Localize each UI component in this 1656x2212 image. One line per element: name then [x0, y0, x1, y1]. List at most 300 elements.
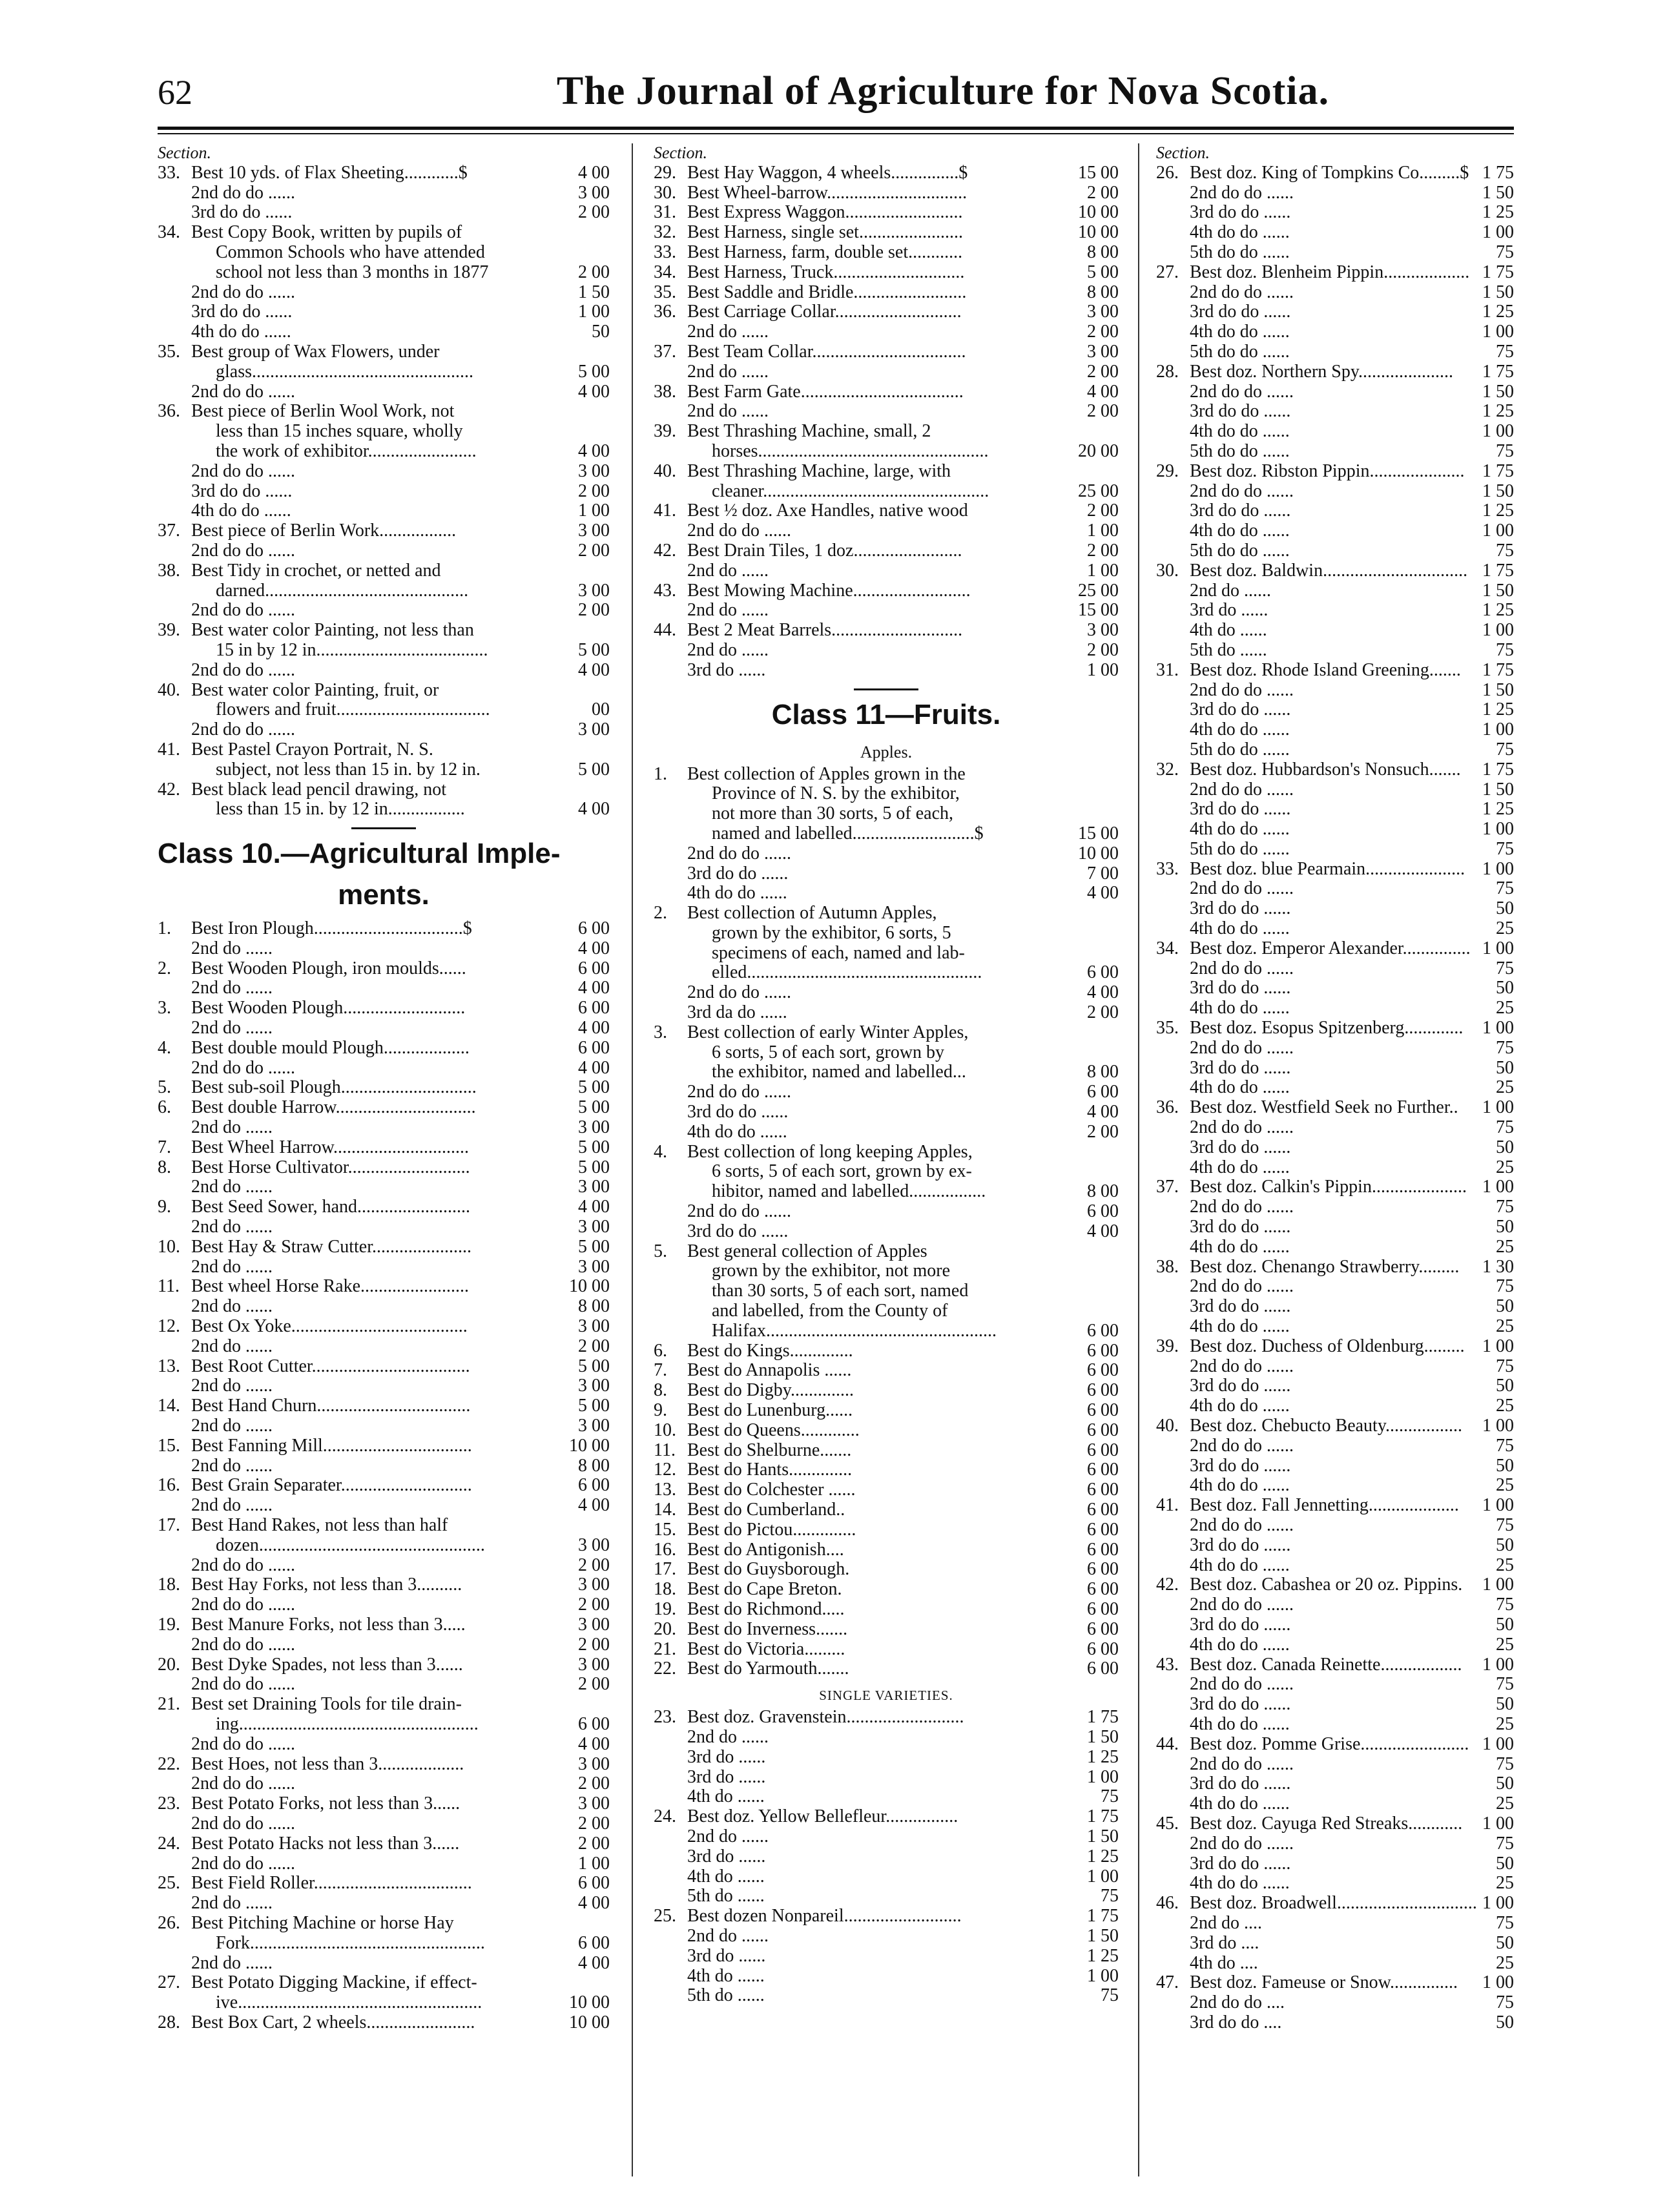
- prize-amount: 1 25: [1482, 302, 1514, 322]
- prize-line: [1156, 1516, 1514, 1536]
- prize-amount: 2 00: [578, 1674, 610, 1695]
- prize-line: [654, 1381, 1119, 1401]
- prize-line: [654, 1102, 1119, 1122]
- prize-amount: 50: [1496, 1376, 1514, 1396]
- prize-description: Common Schools who have attended: [216, 242, 485, 262]
- prize-line: [654, 1202, 1119, 1222]
- prize-description: 3rd do do ......: [1190, 1853, 1291, 1874]
- prize-description: 2nd do do ......: [1190, 381, 1294, 402]
- prize-amount: 2 00: [1087, 1121, 1119, 1142]
- prize-amount: 1 50: [1087, 1826, 1119, 1846]
- prize-line: [1156, 601, 1514, 621]
- prize-amount: 6 00: [1087, 1519, 1119, 1540]
- section-number: 37.: [654, 341, 676, 362]
- prize-line: [1156, 302, 1514, 322]
- prize-line-continued: [158, 581, 610, 601]
- prize-line: [158, 1277, 610, 1297]
- prize-line: [654, 1807, 1119, 1827]
- section-heading-text: Section.: [1156, 143, 1210, 162]
- prize-amount: 6 00: [1087, 1340, 1119, 1361]
- section-number: 15.: [158, 1435, 180, 1456]
- prize-line: [654, 402, 1119, 422]
- prize-description: Best Thrashing Machine, small, 2: [687, 421, 931, 442]
- prize-amount: 6 00: [1087, 1480, 1119, 1500]
- prize-description: Best Pastel Crayon Portrait, N. S.: [191, 739, 433, 760]
- prize-description: 2nd do do ......: [1190, 958, 1294, 978]
- prize-description: 2nd do do ......: [1190, 1276, 1294, 1297]
- prize-amount: 4 00: [578, 1495, 610, 1516]
- prize-line: [654, 342, 1119, 362]
- prize-description: 2nd do do ......: [191, 282, 295, 302]
- prize-amount: 3 00: [578, 460, 610, 481]
- prize-amount: 1 00: [1087, 1965, 1119, 1986]
- prize-description: 2nd do do ......: [1190, 779, 1294, 800]
- prize-amount: 4 00: [578, 162, 610, 183]
- prize-description: 2nd do do ......: [191, 1555, 295, 1575]
- prize-line: [1156, 1854, 1514, 1874]
- prize-description: 4th do do ......: [1190, 719, 1290, 740]
- prize-line: [654, 541, 1119, 561]
- prize-amount: 3 00: [578, 1256, 610, 1277]
- prize-line: [1156, 1814, 1514, 1834]
- prize-line: [158, 163, 610, 183]
- prize-line: [654, 1886, 1119, 1907]
- prize-description: 2nd do do ......: [191, 1674, 295, 1695]
- prize-line: [654, 1480, 1119, 1500]
- prize-amount: 1 25: [1482, 600, 1514, 621]
- section-number: 10.: [654, 1420, 676, 1440]
- prize-line: [1156, 1635, 1514, 1655]
- prize-line: [1156, 1059, 1514, 1079]
- prize-description: 4th do do ......: [1190, 1713, 1290, 1734]
- prize-line-continued: [158, 1993, 610, 2013]
- prize-amount: 1 00: [1087, 1766, 1119, 1787]
- prize-amount: 6 00: [1087, 1618, 1119, 1639]
- prize-description: 6 sorts, 5 of each sort, grown by ex-: [712, 1161, 972, 1182]
- prize-amount: 1 00: [1482, 1733, 1514, 1754]
- prize-line-continued: [158, 1715, 610, 1735]
- prize-amount: 50: [1496, 1217, 1514, 1237]
- prize-line: [654, 183, 1119, 203]
- prize-line: [1156, 1834, 1514, 1854]
- prize-line: [158, 1735, 610, 1755]
- prize-line: [1156, 1337, 1514, 1357]
- prize-description: 3rd do do ......: [1190, 1614, 1291, 1635]
- prize-line: [158, 1456, 610, 1476]
- prize-line: [654, 1500, 1119, 1520]
- prize-amount: 50: [1496, 1455, 1514, 1476]
- prize-description: Best doz. Pomme Grise........................: [1190, 1733, 1469, 1754]
- prize-description: 3rd do do ......: [1190, 1376, 1291, 1396]
- prize-line: [1156, 1556, 1514, 1576]
- prize-description: Best 10 yds. of Flax Sheeting............$: [191, 162, 468, 183]
- prize-line: [1156, 243, 1514, 263]
- prize-description: Best do Shelburne.......: [687, 1440, 852, 1460]
- prize-line-continued: [654, 1281, 1119, 1301]
- prize-description: 4th do do ......: [1190, 1475, 1290, 1496]
- prize-description: 3rd do do ....: [1190, 2012, 1282, 2032]
- prize-amount: 75: [1496, 440, 1514, 461]
- prize-description: Best Seed Sower, hand.........................: [191, 1197, 471, 1217]
- section-number: 41.: [1156, 1495, 1179, 1516]
- prize-line: [158, 978, 610, 998]
- prize-amount: 1 00: [1482, 1654, 1514, 1675]
- prize-description: subject, not less than 15 in. by 12 in.: [216, 759, 481, 780]
- prize-description: Best collection of Autumn Apples,: [687, 903, 937, 924]
- prize-amount: 1 00: [1482, 620, 1514, 641]
- section-number: 43.: [1156, 1654, 1179, 1675]
- prize-line: [1156, 1914, 1514, 1934]
- prize-description: Best do Guysborough.: [687, 1559, 850, 1580]
- prize-description: named and labelled...........................$: [712, 823, 984, 843]
- prize-description: 2nd do ......: [191, 1256, 273, 1277]
- section-number: 29.: [1156, 460, 1179, 481]
- prize-amount: 2 00: [578, 481, 610, 501]
- section-number: 19.: [158, 1614, 180, 1635]
- prize-amount: 1 50: [1087, 1925, 1119, 1946]
- prize-description: Best Hoes, not less than 3...................: [191, 1753, 464, 1774]
- section-number: 16.: [158, 1475, 180, 1496]
- prize-line-continued: [654, 1043, 1119, 1063]
- prize-description: 3rd do do ......: [191, 481, 293, 501]
- prize-line: [654, 462, 1119, 482]
- section-number: 35.: [158, 341, 180, 362]
- prize-description: 3rd do ......: [687, 659, 766, 680]
- prize-amount: 25: [1496, 1793, 1514, 1814]
- section-heading: [158, 143, 610, 163]
- prize-amount: 75: [1496, 1435, 1514, 1456]
- prize-description: cleaner..................................................: [712, 481, 989, 501]
- prize-amount: 50: [1496, 1694, 1514, 1715]
- section-number: 20.: [654, 1618, 676, 1639]
- prize-line: [1156, 978, 1514, 998]
- prize-description: 4th do do ......: [1190, 819, 1290, 840]
- prize-description: 3rd do do ......: [1190, 1773, 1291, 1794]
- section-number: 42.: [654, 540, 676, 561]
- prize-description: 3rd do do ......: [1190, 202, 1291, 223]
- prize-description: 3rd do do ......: [1190, 978, 1291, 998]
- prize-line: [1156, 521, 1514, 541]
- section-number: 4.: [158, 1037, 171, 1058]
- prize-line: [158, 1615, 610, 1635]
- prize-description: Best doz. Westfield Seek no Further..: [1190, 1097, 1458, 1118]
- prize-line-continued: [654, 1162, 1119, 1182]
- prize-line-continued: [654, 1182, 1119, 1202]
- prize-line: [158, 681, 610, 701]
- prize-amount: 25: [1496, 1952, 1514, 1973]
- section-number: 10.: [158, 1236, 180, 1257]
- prize-line: [1156, 1655, 1514, 1675]
- prize-amount: 75: [1496, 878, 1514, 899]
- prize-line: [158, 601, 610, 621]
- section-number: 13.: [654, 1480, 676, 1500]
- short-rule: [854, 688, 918, 690]
- prize-description: Best do Victoria.........: [687, 1638, 845, 1659]
- prize-description: 4th do do ......: [1190, 1236, 1290, 1257]
- prize-line: [1156, 203, 1514, 223]
- prize-amount: 3 00: [578, 1793, 610, 1814]
- prize-amount: 4 00: [578, 1018, 610, 1039]
- prize-line: [1156, 700, 1514, 720]
- prize-amount: 1 00: [1482, 1336, 1514, 1356]
- prize-amount: 3 00: [578, 1316, 610, 1337]
- prize-amount: 6 00: [1087, 1082, 1119, 1102]
- prize-amount: 1 50: [1482, 779, 1514, 800]
- prize-description: 4th do do ......: [191, 501, 291, 521]
- short-rule: [351, 827, 416, 829]
- prize-line: [654, 1540, 1119, 1560]
- prize-line: [158, 1695, 610, 1715]
- prize-amount: 1 50: [1482, 182, 1514, 203]
- prize-description: 2nd do do ......: [1190, 481, 1294, 501]
- caps-subheading: [654, 1679, 1119, 1708]
- prize-amount: 2 00: [1087, 639, 1119, 660]
- prize-description: 2nd do do ......: [1190, 1753, 1294, 1774]
- prize-line: [654, 203, 1119, 223]
- prize-line-continued: [158, 800, 610, 820]
- prize-line: [1156, 661, 1514, 681]
- prize-amount: 75: [1496, 1753, 1514, 1774]
- prize-description: 2nd do do ......: [1190, 1356, 1294, 1376]
- section-number: 39.: [654, 421, 676, 442]
- prize-description: 4th do do ......: [1190, 222, 1290, 243]
- prize-line-continued: [654, 804, 1119, 824]
- prize-description: 4th do ......: [1190, 620, 1267, 641]
- prize-line: [158, 342, 610, 362]
- prize-amount: 1 50: [1482, 282, 1514, 302]
- prize-description: 4th do do ......: [1190, 1873, 1290, 1894]
- section-number: 37.: [158, 521, 180, 541]
- prize-line: [158, 1138, 610, 1158]
- prize-amount: 6 00: [578, 998, 610, 1018]
- section-number: 41.: [654, 501, 676, 521]
- prize-line: [158, 1376, 610, 1396]
- prize-description: 3rd do ......: [687, 1746, 766, 1767]
- prize-line: [1156, 1476, 1514, 1496]
- prize-description: Best doz. King of Tompkins Co.........$: [1190, 162, 1469, 183]
- prize-amount: 3 00: [1087, 620, 1119, 641]
- prize-description: 4th do do ......: [1190, 1316, 1290, 1337]
- prize-line: [158, 1834, 610, 1854]
- prize-line: [1156, 163, 1514, 183]
- prize-amount: 15 00: [1078, 600, 1119, 621]
- prize-line: [158, 501, 610, 521]
- prize-amount: 5 00: [578, 1077, 610, 1098]
- section-number: 45.: [1156, 1813, 1179, 1834]
- section-number: 21.: [654, 1638, 676, 1659]
- prize-line: [654, 1520, 1119, 1540]
- prize-amount: 4 00: [578, 1197, 610, 1217]
- prize-line: [158, 919, 610, 939]
- class-heading: [654, 698, 1119, 739]
- prize-amount: 1 50: [1482, 679, 1514, 700]
- prize-line: [158, 1317, 610, 1337]
- prize-amount: 1 75: [1087, 1707, 1119, 1728]
- prize-amount: 3 00: [578, 521, 610, 541]
- prize-line: [1156, 442, 1514, 462]
- prize-amount: 1 75: [1087, 1906, 1119, 1927]
- section-number: 36.: [654, 302, 676, 322]
- prize-description: 2nd do do ......: [1190, 182, 1294, 203]
- prize-line: [158, 1039, 610, 1059]
- prize-description: 2nd do do ......: [191, 1634, 295, 1655]
- prize-description: 5th do do ......: [1190, 540, 1290, 561]
- prize-amount: 1 00: [1482, 322, 1514, 342]
- prize-description: 3rd do ......: [687, 1945, 766, 1966]
- section-number: 14.: [158, 1396, 180, 1416]
- prize-line-continued: [654, 1062, 1119, 1082]
- prize-description: 2nd do ......: [191, 1495, 273, 1516]
- prize-description: 5th do ......: [687, 1886, 765, 1907]
- prize-line: [158, 1436, 610, 1456]
- prize-description: 2nd do do ......: [687, 1201, 791, 1222]
- prize-description: 2nd do ......: [191, 1117, 273, 1138]
- prize-amount: 5 00: [578, 1396, 610, 1416]
- prize-line: [158, 1217, 610, 1237]
- section-number: 14.: [654, 1500, 676, 1520]
- prize-line: [1156, 998, 1514, 1018]
- prize-description: 4th do ......: [687, 1786, 765, 1807]
- section-number: 7.: [158, 1137, 171, 1157]
- prize-description: Best Drain Tiles, 1 doz........................: [687, 540, 962, 561]
- prize-description: Best Farm Gate....................................: [687, 381, 964, 402]
- prize-line: [1156, 840, 1514, 860]
- prize-line: [1156, 1277, 1514, 1297]
- prize-line: [654, 1620, 1119, 1640]
- prize-description: 2nd do do ......: [1190, 1595, 1294, 1615]
- prize-line: [654, 1242, 1119, 1262]
- prize-line: [1156, 581, 1514, 601]
- section-number: 31.: [654, 202, 676, 223]
- prize-line: [1156, 860, 1514, 880]
- prize-description: 3rd do do ......: [191, 202, 293, 223]
- prize-amount: 6 00: [1087, 962, 1119, 983]
- prize-line: [158, 302, 610, 322]
- prize-amount: 75: [1496, 1197, 1514, 1217]
- prize-amount: 2 00: [578, 1813, 610, 1834]
- prize-line: [158, 1973, 610, 1993]
- prize-amount: 1 25: [1087, 1945, 1119, 1966]
- page-number: 62: [158, 73, 192, 112]
- prize-line: [654, 243, 1119, 263]
- section-number: 47.: [1156, 1972, 1179, 1993]
- prize-description: 2nd do do ......: [191, 460, 295, 481]
- prize-line: [1156, 1675, 1514, 1695]
- prize-line: [654, 263, 1119, 283]
- prize-line: [158, 1416, 610, 1436]
- prize-amount: 6 00: [578, 1932, 610, 1953]
- prize-amount: 1 50: [1482, 481, 1514, 501]
- prize-description: 4th do do ......: [1190, 1396, 1290, 1416]
- prize-description: glass.................................................: [216, 361, 473, 382]
- prize-description: 3rd do do ......: [1190, 501, 1291, 521]
- prize-amount: 5 00: [578, 1356, 610, 1376]
- prize-amount: 75: [1496, 1037, 1514, 1058]
- prize-line: [654, 1142, 1119, 1163]
- prize-amount: 1 25: [1482, 699, 1514, 720]
- prize-amount: 5 00: [578, 639, 610, 660]
- prize-amount: 6 00: [1087, 1500, 1119, 1520]
- section-number: 23.: [158, 1793, 180, 1814]
- prize-line: [1156, 621, 1514, 641]
- prize-description: 2nd do do ......: [191, 1853, 295, 1874]
- prize-amount: 1 00: [1087, 1866, 1119, 1886]
- prize-amount: 50: [1496, 1137, 1514, 1157]
- prize-amount: 1 00: [578, 501, 610, 521]
- prize-description: Best wheel Horse Rake........................: [191, 1276, 470, 1297]
- prize-line: [1156, 1177, 1514, 1197]
- prize-line: [158, 1118, 610, 1138]
- prize-amount: 1 00: [578, 302, 610, 322]
- prize-description: Best Mowing Machine..........................: [687, 580, 971, 601]
- prize-description: 2nd do do ......: [1190, 1117, 1294, 1138]
- prize-line: [1156, 1197, 1514, 1217]
- column-divider: [1138, 143, 1139, 2176]
- section-number: 20.: [158, 1654, 180, 1675]
- section-heading-text: Section.: [158, 143, 212, 162]
- section-number: 24.: [158, 1833, 180, 1854]
- prize-amount: 1 50: [578, 282, 610, 302]
- prize-amount: 1 00: [1482, 938, 1514, 958]
- section-number: 1.: [654, 763, 667, 784]
- prize-description: 3rd do do ......: [1190, 1296, 1291, 1317]
- prize-line: [158, 322, 610, 342]
- prize-line: [1156, 223, 1514, 243]
- prize-line: [654, 1441, 1119, 1461]
- prize-amount: 1 75: [1482, 262, 1514, 282]
- prize-description: 2nd do do ......: [191, 1773, 295, 1794]
- prize-amount: 3 00: [578, 1376, 610, 1396]
- prize-line: [1156, 1536, 1514, 1556]
- prize-description: 2nd do do ......: [687, 843, 791, 863]
- prize-line: [1156, 1456, 1514, 1476]
- prize-line: [158, 959, 610, 979]
- prize-line: [1156, 1396, 1514, 1416]
- prize-line: [654, 641, 1119, 661]
- prize-amount: 4 00: [578, 938, 610, 958]
- prize-line-continued: [654, 442, 1119, 462]
- journal-title: The Journal of Agriculture for Nova Scotia.: [556, 69, 1330, 113]
- prize-line: [654, 1967, 1119, 1987]
- prize-line: [1156, 899, 1514, 919]
- prize-line: [158, 1197, 610, 1217]
- prize-amount: 3 00: [578, 1575, 610, 1595]
- prize-line: [654, 1768, 1119, 1788]
- prize-line: [158, 1496, 610, 1516]
- prize-line: [654, 1222, 1119, 1242]
- prize-line: [1156, 1357, 1514, 1377]
- prize-description: 5th do do ......: [1190, 739, 1290, 760]
- prize-amount: 5 00: [578, 1097, 610, 1118]
- section-number: 26.: [1156, 162, 1179, 183]
- prize-amount: 25: [1496, 1873, 1514, 1894]
- prize-line: [158, 720, 610, 740]
- prize-line: [1156, 1018, 1514, 1039]
- prize-line-continued: [158, 1536, 610, 1556]
- prize-line: [654, 1361, 1119, 1381]
- prize-line: [158, 1556, 610, 1576]
- prize-description: Province of N. S. by the exhibitor,: [712, 783, 960, 804]
- prize-description: Best Horse Cultivator...........................: [191, 1157, 470, 1177]
- prize-amount: 1 00: [1482, 1018, 1514, 1039]
- prize-description: grown by the exhibitor, not more: [712, 1261, 951, 1281]
- header-rule-thick: [158, 127, 1514, 130]
- prize-description: Best Ox Yoke.......................................: [191, 1316, 468, 1337]
- prize-line: [158, 1635, 610, 1655]
- prize-line: [1156, 482, 1514, 502]
- prize-amount: 1 00: [1482, 1495, 1514, 1516]
- prize-amount: 5 00: [578, 1236, 610, 1257]
